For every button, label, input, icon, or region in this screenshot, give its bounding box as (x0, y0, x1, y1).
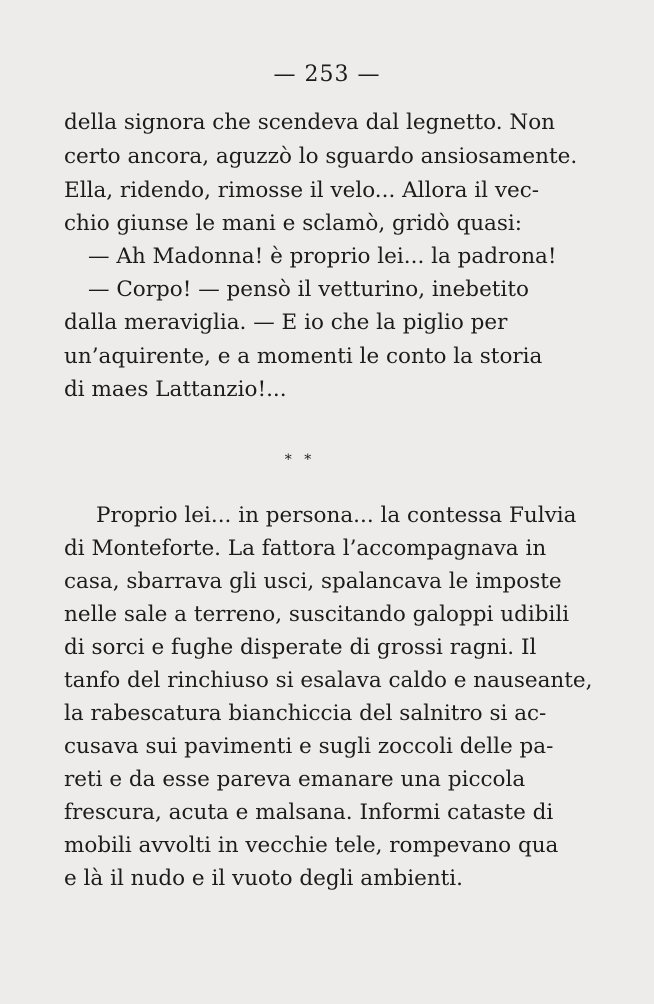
text-line: frescura, acuta e malsana. Informi cataste di (64, 800, 554, 825)
text-line: tanfo del rinchiuso si esalava caldo e nauseante, (64, 668, 593, 693)
text-line: mobili avvolti in vecchie tele, rompevano qua (64, 833, 559, 858)
text-line: cusava sui pavimenti e sugli zoccoli delle pa- (64, 734, 554, 759)
text-line: Ella, ridendo, rimosse il velo... Allora il vec- (64, 178, 540, 203)
text-line: dalla meraviglia. — E io che la piglio per (64, 310, 508, 335)
text-line: nelle sale a terreno, suscitando galoppi udibili (64, 602, 570, 627)
text-line: un’aquirente, e a momenti le conto la storia (64, 344, 543, 369)
text-line: e là il nudo e il vuoto degli ambienti. (64, 866, 464, 891)
text-line: la rabescatura bianchiccia del salnitro si ac- (64, 701, 547, 726)
text-line: di Monteforte. La fattora l’accompagnava in (64, 536, 547, 561)
text-line: Proprio lei... in persona... la contessa Fulvia (96, 503, 577, 528)
text-line: casa, sbarrava gli usci, spalancava le imposte (64, 569, 562, 594)
text-line: certo ancora, aguzzò lo sguardo ansiosamente. (64, 144, 578, 169)
text-line: di sorci e fughe disperate di grossi ragni. Il (64, 635, 537, 660)
text-line: di maes Lattanzio!... (64, 377, 287, 402)
page-number: — 253 — (273, 62, 381, 87)
text-line: — Corpo! — pensò il vetturino, inebetito (88, 277, 529, 302)
text-line: chio giunse le mani e sclamò, gridò quasi: (64, 211, 523, 236)
text-line: — Ah Madonna! è proprio lei... la padrona! (88, 244, 557, 269)
text-line: della signora che scendeva dal legnetto. Non (64, 110, 556, 135)
text-line: reti e da esse pareva emanare una piccola (64, 767, 526, 792)
section-separator: * * (284, 452, 316, 468)
